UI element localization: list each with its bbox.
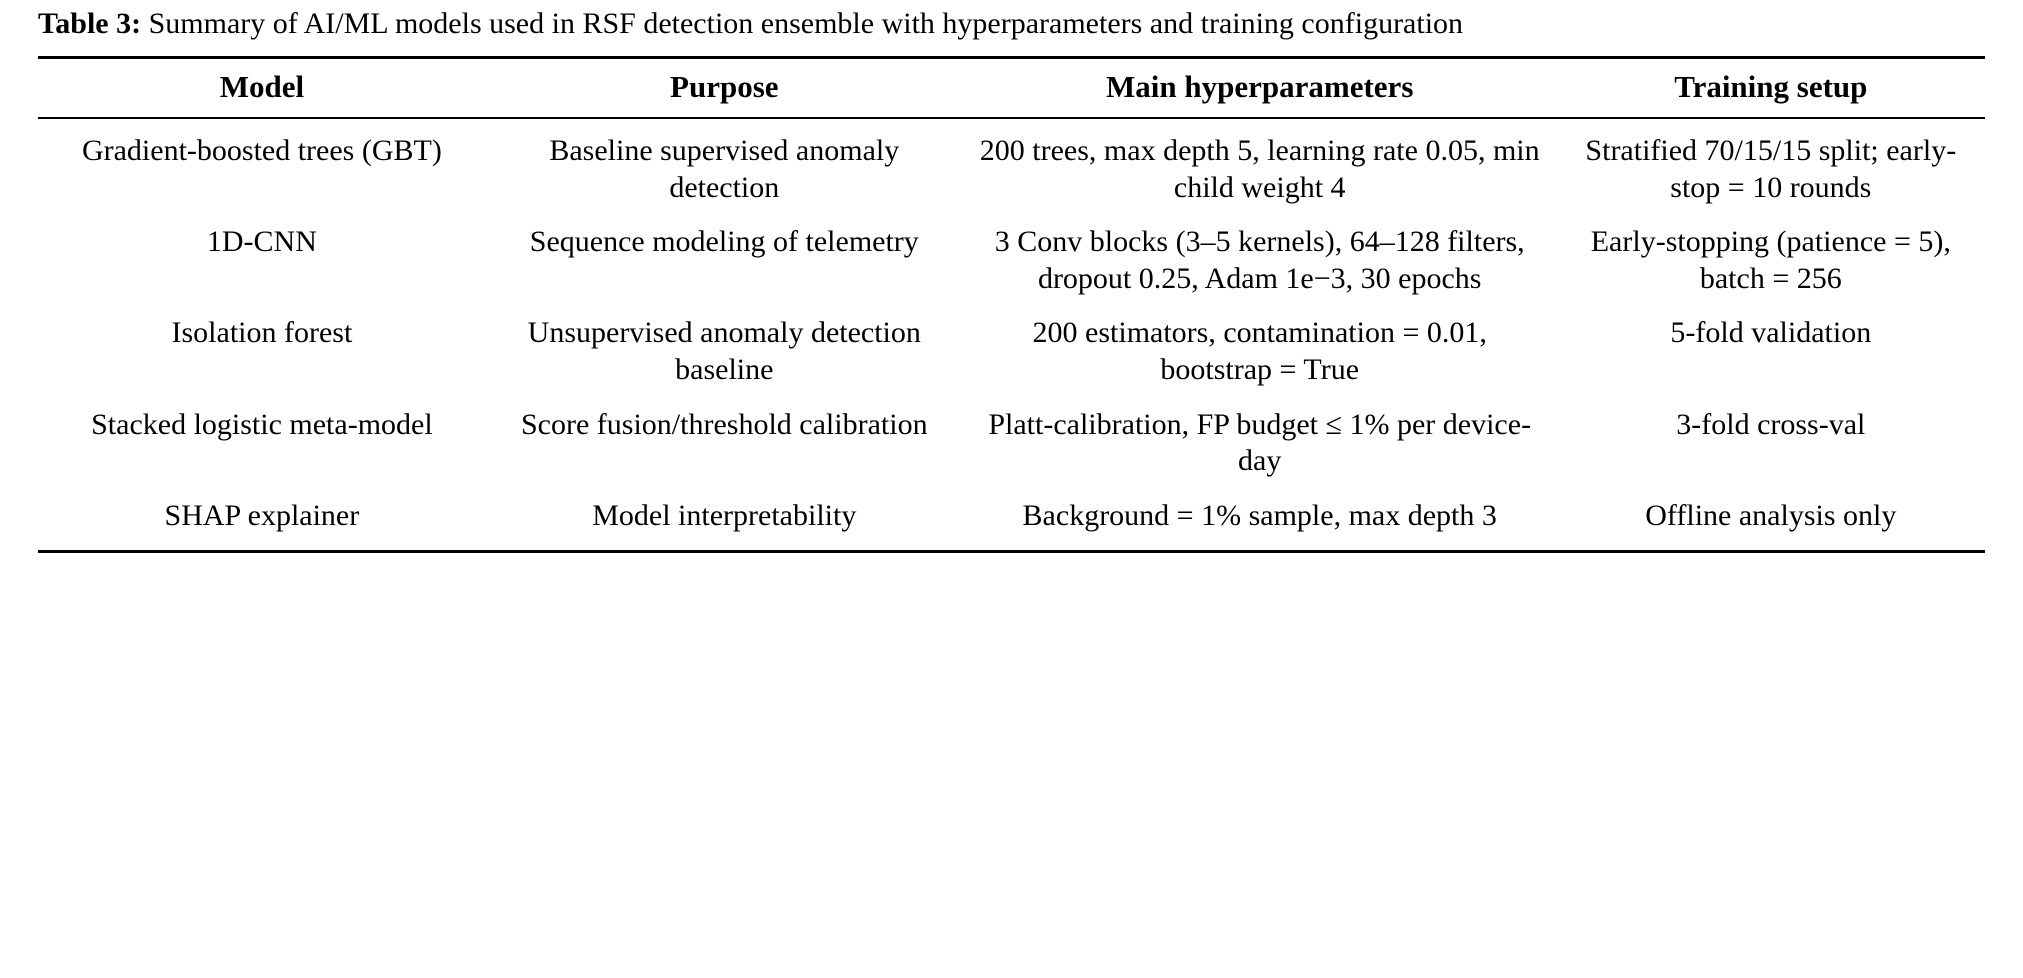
cell-model: 1D-CNN: [206, 225, 317, 259]
cell-purpose: Unsupervised anomaly detection baseline: [527, 316, 921, 386]
table-row: [38, 118, 1985, 216]
table-row: [38, 216, 1985, 307]
cell-model: Gradient-boosted trees (GBT): [38, 118, 486, 216]
cell-training-setup: Early-stopping (patience = 5), batch = 256: [1590, 225, 1951, 295]
column-header-hyperparameters: Main hyperparameters: [963, 58, 1557, 119]
column-header-model: Model: [38, 58, 486, 119]
cell-hyperparameters: Platt-calibration, FP budget ≤ 1% per device-day: [988, 407, 1532, 478]
cell-purpose: Model interpretability: [486, 490, 963, 552]
cell-model: Stacked logistic meta-model: [91, 407, 433, 441]
cell-training-setup: Stratified 70/15/15 split; early-stop = 10 rounds: [1557, 118, 1985, 216]
cell-hyperparameters: 3 Conv blocks (3–5 kernels), 64–128 filters, dropout 0.25, Adam 1e−3, 30 epochs: [994, 225, 1525, 295]
cell-model: Isolation forest: [171, 316, 353, 350]
table-body: [38, 118, 1985, 552]
cell-training-setup: Offline analysis only: [1557, 490, 1985, 552]
table-caption-text: Summary of AI/ML models used in RSF detection ensemble with hyperparameters and training configuration: [141, 7, 1464, 40]
table-caption: [38, 0, 1985, 56]
cell-training-setup: 3-fold cross-val: [1676, 407, 1866, 441]
cell-model: SHAP explainer: [38, 490, 486, 552]
column-header-training-setup: Training setup: [1557, 58, 1985, 119]
table-caption-label: Table 3:: [38, 7, 142, 40]
cell-purpose: Sequence modeling of telemetry: [529, 225, 919, 259]
cell-training-setup: 5-fold validation: [1670, 316, 1872, 350]
column-header-purpose: Purpose: [486, 58, 963, 119]
table-header-row: [38, 58, 1985, 119]
cell-purpose: Baseline supervised anomaly detection: [486, 118, 963, 216]
cell-hyperparameters: 200 estimators, contamination = 0.01, bootstrap = True: [1032, 316, 1487, 386]
cell-hyperparameters: 200 trees, max depth 5, learning rate 0.05, min child weight 4: [963, 118, 1557, 216]
models-table: [38, 56, 1985, 553]
table-row: [38, 399, 1985, 490]
cell-hyperparameters: Background = 1% sample, max depth 3: [963, 490, 1557, 552]
table-row: [38, 307, 1985, 398]
table-row: [38, 490, 1985, 552]
table-header: [38, 58, 1985, 119]
cell-purpose: Score fusion/threshold calibration: [521, 407, 928, 441]
